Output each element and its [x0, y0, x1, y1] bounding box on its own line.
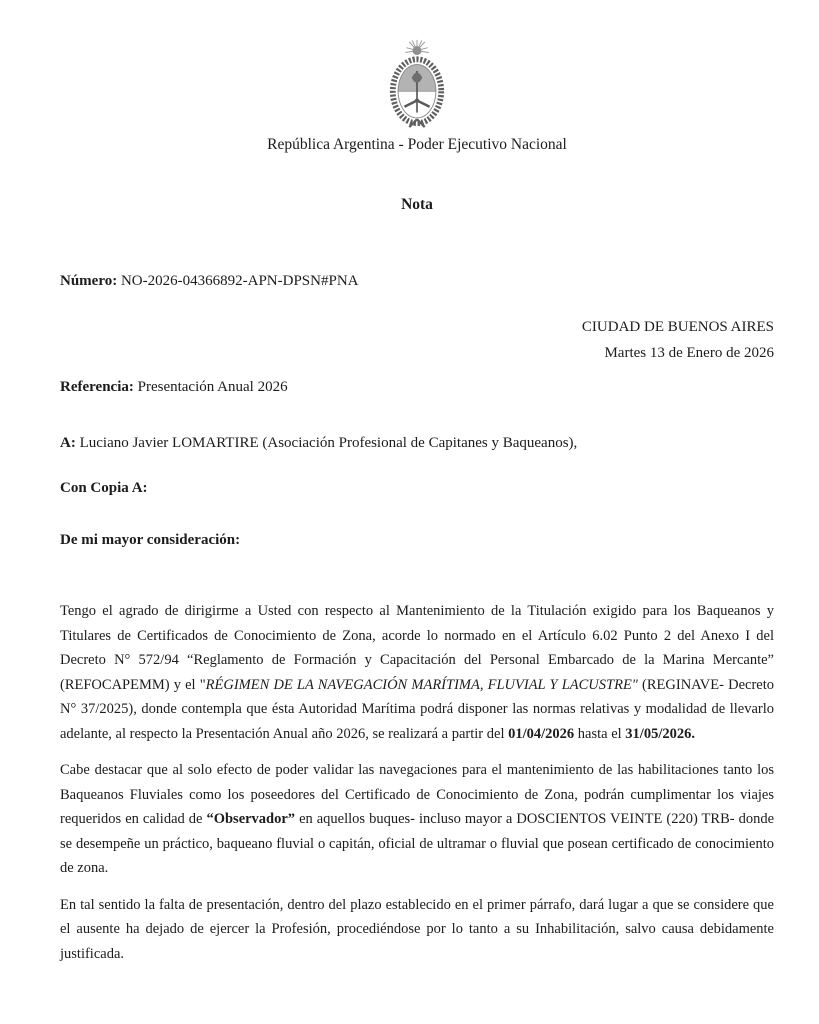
p1-run-2-italic: RÉGIMEN DE LA NAVEGACIÓN MARÍTIMA, FLUVIAL Y LACUSTRE" — [205, 676, 638, 693]
argentina-coat-of-arms-icon — [373, 38, 461, 130]
p1-run-6-bold: 31/05/2026. — [625, 725, 695, 742]
p2-run-1: Cabe destacar que al solo efecto de poder validar las navegaciones para el mantenimiento de las habilitaciones tanto los Baqueanos Fluviales como los poseedores del Certificado de Conocimiento de Zona, podrán cumplimentar los viajes requeridos en calidad de — [60, 762, 774, 827]
body-paragraph-1 — [60, 599, 774, 746]
p1-run-1: Tengo el agrado de dirigirme a Usted con respecto al Mantenimiento de la Titulación exigido para los Baqueanos y Titulares de Certificados de Conocimiento de Zona, acorde lo normado en el Artículo 6.02 Punto 2 del Anexo I del Decreto N° 572/94 “Reglamento de Formación y Capacitación del Personal Embarcado de la Marina Mercante” (REFOCAPEMM) y el " — [60, 603, 774, 693]
referencia-value: Presentación Anual 2026 — [137, 379, 288, 395]
numero-value: NO-2026-04366892-APN-DPSN#PNA — [120, 273, 359, 289]
p2-run-2-bold: “Observador” — [206, 811, 296, 827]
recipient-value: Luciano Javier LOMARTIRE (Asociación Profesional de Capitanes y Baqueanos), — [79, 435, 578, 451]
p1-run-4-bold: 01/04/2026 — [508, 725, 575, 742]
salutation-line: De mi mayor consideración: — [60, 532, 241, 548]
date-line: Martes 13 de Enero de 2026 — [604, 345, 774, 361]
city-line: CIUDAD DE BUENOS AIRES — [581, 319, 774, 335]
p2-run-3: en aquellos buques- incluso mayor a DOSCIENTOS VEINTE (220) TRB- donde se desempeñe un práctico, baqueano fluvial o capitán, oficial de ultramar o fluvial que posean certificado de conocimiento de zona. — [60, 811, 775, 876]
body-paragraph-2 — [60, 758, 774, 881]
recipient-line — [60, 434, 774, 452]
cc-line: Con Copia A: — [60, 480, 148, 496]
referencia-label: Referencia: — [60, 379, 134, 395]
p1-run-5: hasta el — [574, 725, 626, 742]
referencia-line — [60, 378, 774, 396]
numero-line — [60, 272, 774, 290]
numero-label: Número: — [60, 273, 118, 289]
city-date-block — [60, 314, 774, 366]
p1-run-3: (REGINAVE- Decreto N° 37/2025), donde contempla que ésta Autoridad Marítima podrá disponer las normas relativas y modalidad de llevarlo adelante, al respecto la Presentación Anual año 2026, se realizará a partir del — [60, 676, 774, 742]
doc-type-title: Nota — [401, 196, 433, 213]
body-paragraph-3: En tal sentido la falta de presentación, dentro del plazo establecido en el primer párrafo, dará lugar a que se considere que el ausente ha dejado de ejercer la Profesión, procediéndose por lo tanto a su Inhabilitación, salvo causa debidamente justificada. — [60, 896, 774, 962]
recipient-label: A: — [60, 435, 76, 451]
crest-container — [60, 38, 774, 130]
org-title: República Argentina - Poder Ejecutivo Nacional — [267, 136, 567, 153]
